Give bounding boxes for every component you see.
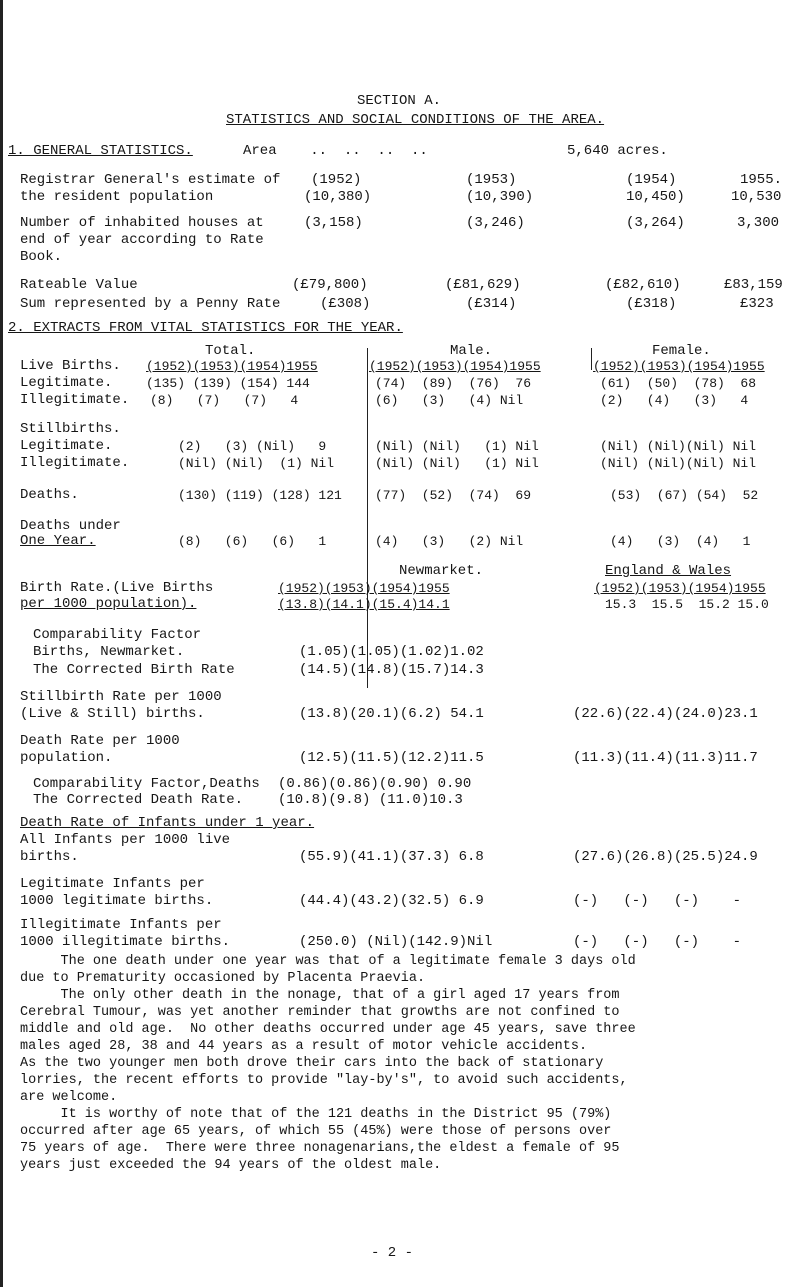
corrected-death-rate-label: The Corrected Death Rate. (33, 792, 244, 808)
comparability-births-newmarket: (1.05)(1.05)(1.02)1.02 (299, 644, 484, 660)
narrative-line: years just exceeded the 94 years of the oldest male. (20, 1158, 442, 1173)
legitimate-infants-label-line2: 1000 legitimate births. (20, 893, 214, 909)
houses-1955: 3,300 (737, 215, 780, 231)
houses-1952: (3,158) (304, 215, 363, 231)
death-rate-label-line2: population. (20, 750, 113, 766)
live-legitimate-male: (74) (89) (76) 76 (375, 376, 532, 391)
registrar-label-line1: Registrar General's estimate of (20, 172, 281, 188)
total-column-heading: Total. (205, 343, 256, 359)
stillbirth-rate-label-line2: (Live & Still) births. (20, 706, 205, 722)
newmarket-years-header: (1952)(1953)(1954)1955 (278, 581, 450, 596)
narrative-line: It is worthy of note that of the 121 deaths in the District 95 (79%) (20, 1107, 612, 1122)
england-years-header: (1952)(1953)(1954)1955 (594, 581, 766, 596)
legitimate-infants-label-line1: Legitimate Infants per (20, 876, 205, 892)
area-label: Area .. .. .. .. (243, 143, 428, 159)
live-illegitimate-female: (2) (4) (3) 4 (600, 393, 749, 408)
registrar-year-1953: (1953) (466, 172, 517, 188)
comparability-deaths-label: Comparability Factor,Deaths (33, 776, 260, 792)
penny-rate-1954: (£318) (626, 296, 677, 312)
penny-rate-label: Sum represented by a Penny Rate (20, 296, 281, 312)
england-wales-heading: England & Wales (605, 563, 732, 579)
illegitimate-infants-england: (-) (-) (-) - (573, 934, 742, 950)
stillbirth-rate-england: (22.6)(22.4)(24.0)23.1 (573, 706, 758, 722)
narrative-line: are welcome. (20, 1090, 118, 1105)
penny-rate-1952: (£308) (320, 296, 371, 312)
birth-rate-label-line2: per 1000 population). (20, 596, 197, 612)
corrected-birth-rate-newmarket: (14.5)(14.8)(15.7)14.3 (299, 662, 484, 678)
registrar-year-1954: (1954) (626, 172, 677, 188)
column-divider-right (591, 348, 592, 370)
deaths-total: (130) (119) (128) 121 (178, 488, 342, 503)
houses-1953: (3,246) (466, 215, 525, 231)
all-infants-label-line2: births. (20, 849, 79, 865)
female-years-header: (1952)(1953)(1954)1955 (593, 359, 765, 374)
stillbirth-rate-newmarket: (13.8)(20.1)(6.2) 54.1 (299, 706, 484, 722)
still-illegitimate-male: (Nil) (Nil) (1) Nil (375, 456, 539, 471)
deaths-female: (53) (67) (54) 52 (610, 488, 759, 503)
newmarket-heading: Newmarket. (399, 563, 484, 579)
narrative-line: The only other death in the nonage, that of a girl aged 17 years from (20, 988, 620, 1003)
live-illegitimate-total: (8) (7) (7) 4 (150, 393, 299, 408)
row-label-live-legitimate: Legitimate. (20, 375, 113, 391)
deaths-under-one-female: (4) (3) (4) 1 (610, 534, 751, 549)
area-value: 5,640 acres. (567, 143, 668, 159)
narrative-line: middle and old age. No other deaths occurred under age 45 years, save three (20, 1022, 636, 1037)
registrar-pop-1953: (10,390) (466, 189, 534, 205)
section-heading: SECTION A. (357, 93, 442, 109)
narrative-line: As the two younger men both drove their cars into the back of stationary (20, 1056, 604, 1071)
general-statistics-heading: 1. GENERAL STATISTICS. (8, 143, 193, 159)
comparability-births-line2: Births, Newmarket. (33, 644, 185, 660)
comparability-deaths-newmarket: (0.86)(0.86)(0.90) 0.90 (278, 776, 472, 792)
registrar-year-1955: 1955. (740, 172, 783, 188)
live-legitimate-female: (61) (50) (78) 68 (600, 376, 757, 391)
male-years-header: (1952)(1953)(1954)1955 (369, 359, 541, 374)
registrar-pop-1955: 10,530 (731, 189, 782, 205)
birth-rate-newmarket: (13.8)(14.1)(15.4)14.1 (278, 597, 450, 612)
legitimate-infants-england: (-) (-) (-) - (573, 893, 742, 909)
row-label-still-legitimate: Legitimate. (20, 438, 113, 454)
still-legitimate-total: (2) (3) (Nil) 9 (178, 439, 327, 454)
row-label-one-year: One Year. (20, 533, 96, 549)
rateable-value-1953: (£81,629) (445, 277, 521, 293)
houses-label-line1: Number of inhabited houses at (20, 215, 264, 231)
still-legitimate-female: (Nil) (Nil)(Nil) Nil (600, 439, 757, 454)
vital-statistics-heading: 2. EXTRACTS FROM VITAL STATISTICS FOR THE YEAR. (8, 320, 403, 336)
houses-1954: (3,264) (626, 215, 685, 231)
illegitimate-infants-label-line1: Illegitimate Infants per (20, 917, 222, 933)
all-infants-newmarket: (55.9)(41.1)(37.3) 6.8 (299, 849, 484, 865)
narrative-line: lorries, the recent efforts to provide "lay-by's", to avoid such accidents, (20, 1073, 628, 1088)
death-rate-newmarket: (12.5)(11.5)(12.2)11.5 (299, 750, 484, 766)
still-legitimate-male: (Nil) (Nil) (1) Nil (375, 439, 539, 454)
female-column-heading: Female. (652, 343, 711, 359)
birth-rate-england: 15.3 15.5 15.2 15.0 (605, 597, 769, 612)
penny-rate-1955: £323 (740, 296, 774, 312)
birth-rate-label-line1: Birth Rate.(Live Births (20, 580, 214, 596)
narrative-line: males aged 28, 38 and 44 years as a result of motor vehicle accidents. (20, 1039, 588, 1054)
deaths-under-one-total: (8) (6) (6) 1 (178, 534, 327, 549)
corrected-death-rate-newmarket: (10.8)(9.8) (11.0)10.3 (278, 792, 463, 808)
narrative-line: The one death under one year was that of a legitimate female 3 days old (20, 954, 636, 969)
deaths-male: (77) (52) (74) 69 (375, 488, 532, 503)
illegitimate-infants-label-line2: 1000 illegitimate births. (20, 934, 231, 950)
column-divider-left (367, 348, 368, 688)
row-label-stillbirths: Stillbirths. (20, 421, 121, 437)
rateable-value-1955: £83,159 (724, 277, 783, 293)
stillbirth-rate-label-line1: Stillbirth Rate per 1000 (20, 689, 222, 705)
still-illegitimate-female: (Nil) (Nil)(Nil) Nil (600, 456, 757, 471)
male-column-heading: Male. (450, 343, 493, 359)
still-illegitimate-total: (Nil) (Nil) (1) Nil (178, 456, 335, 471)
registrar-pop-1954: 10,450) (626, 189, 685, 205)
corrected-birth-rate-label: The Corrected Birth Rate (33, 662, 235, 678)
comparability-births-line1: Comparability Factor (33, 627, 202, 643)
death-rate-england: (11.3)(11.4)(11.3)11.7 (573, 750, 758, 766)
infant-death-heading: Death Rate of Infants under 1 year. (20, 815, 315, 831)
narrative-line: occurred after age 65 years, of which 55 (45%) were those of persons over (20, 1124, 612, 1139)
page-number: - 2 - (371, 1245, 414, 1261)
all-infants-england: (27.6)(26.8)(25.5)24.9 (573, 849, 758, 865)
row-label-live-births: Live Births. (20, 358, 121, 374)
page-title: STATISTICS AND SOCIAL CONDITIONS OF THE AREA. (226, 112, 605, 128)
death-rate-label-line1: Death Rate per 1000 (20, 733, 180, 749)
rateable-value-label: Rateable Value (20, 277, 138, 293)
penny-rate-1953: (£314) (466, 296, 517, 312)
row-label-still-illegitimate: Illegitimate. (20, 455, 130, 471)
houses-label-line2: end of year according to Rate (20, 232, 264, 248)
live-illegitimate-male: (6) (3) (4) Nil (375, 393, 524, 408)
deaths-under-one-male: (4) (3) (2) Nil (375, 534, 524, 549)
legitimate-infants-newmarket: (44.4)(43.2)(32.5) 6.9 (299, 893, 484, 909)
rateable-value-1952: (£79,800) (292, 277, 368, 293)
registrar-label-line2: the resident population (20, 189, 214, 205)
rateable-value-1954: (£82,610) (605, 277, 681, 293)
total-years-header: (1952)(1953)(1954)1955 (146, 359, 318, 374)
row-label-live-illegitimate: Illegitimate. (20, 392, 130, 408)
registrar-year-1952: (1952) (311, 172, 362, 188)
houses-label-line3: Book. (20, 249, 63, 265)
registrar-pop-1952: (10,380) (304, 189, 372, 205)
narrative-line: 75 years of age. There were three nonagenarians,the eldest a female of 95 (20, 1141, 620, 1156)
row-label-deaths: Deaths. (20, 487, 79, 503)
row-label-deaths-under: Deaths under (20, 518, 121, 534)
all-infants-label-line1: All Infants per 1000 live (20, 832, 231, 848)
left-binding-edge (0, 0, 3, 1287)
narrative-line: Cerebral Tumour, was yet another reminder that growths are not confined to (20, 1005, 620, 1020)
narrative-line: due to Prematurity occasioned by Placenta Praevia. (20, 971, 426, 986)
live-legitimate-total: (135) (139) (154) 144 (146, 376, 310, 391)
illegitimate-infants-newmarket: (250.0) (Nil)(142.9)Nil (299, 934, 493, 950)
